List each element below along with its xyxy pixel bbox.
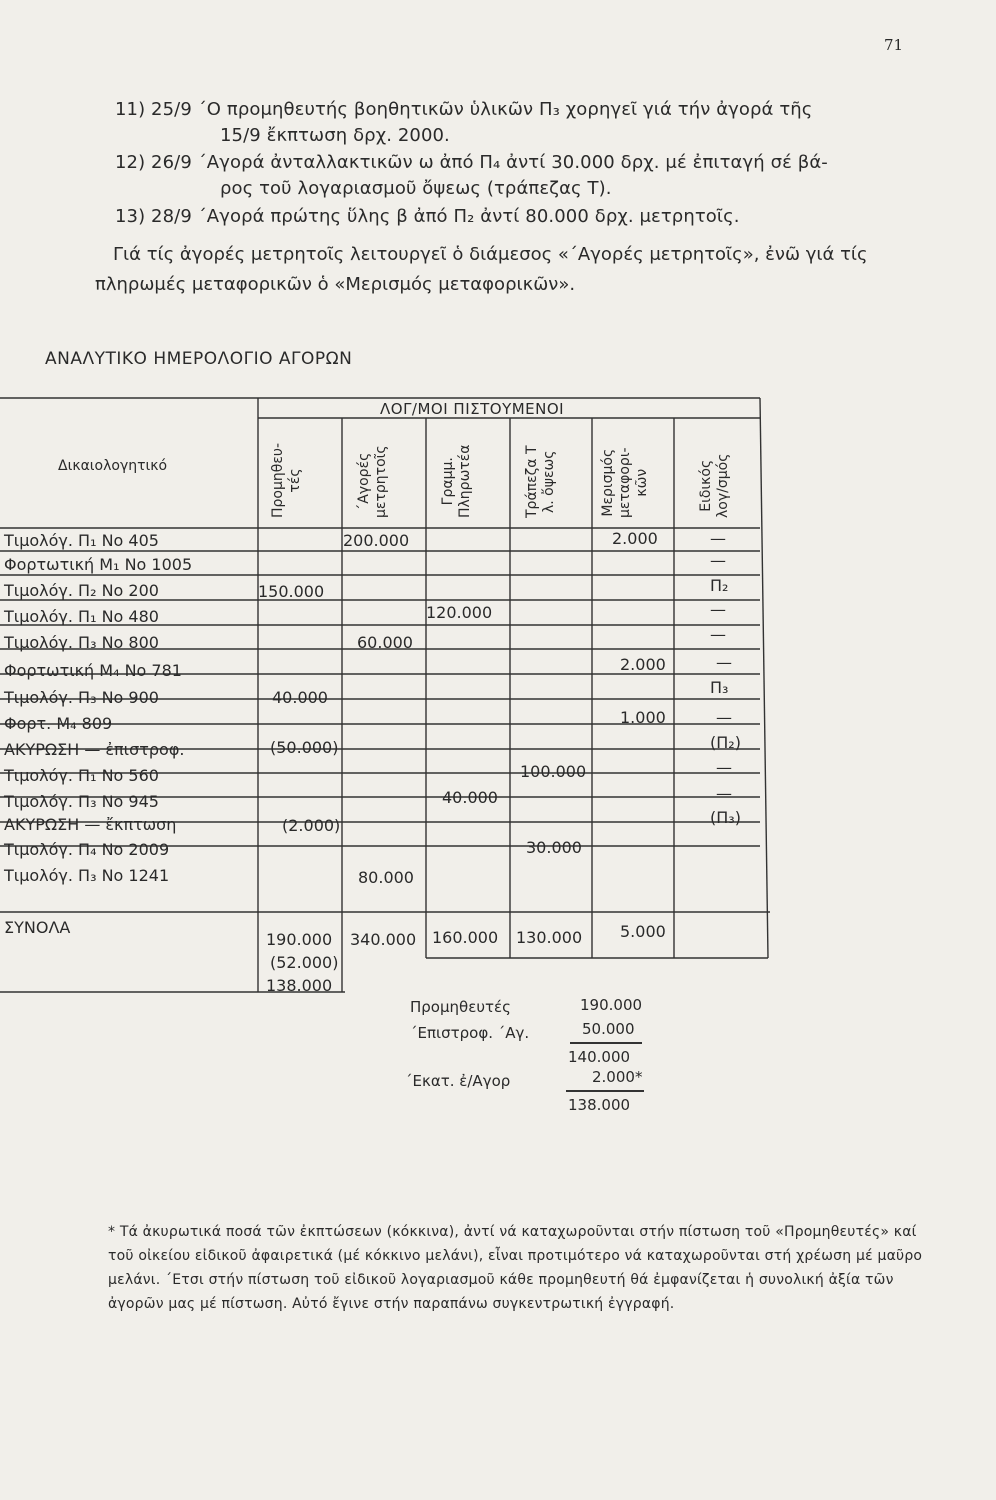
cell-cash-purchases: 80.000: [358, 868, 414, 887]
row-document: Τιμολόγ. Π₃ Νο 945: [4, 792, 159, 811]
cell-suppliers: 40.000: [272, 688, 328, 707]
journal-title: ΑΝΑΛΥΤΙΚΟ ΗΜΕΡΟΛΟΓΙΟ ΑΓΟΡΩΝ: [45, 349, 353, 369]
entry-12: [115, 150, 828, 202]
entry-11-line1: 11) 25/9 ΄Ο προμηθευτής βοηθητικῶν ὑλικῶν Π₃ χορηγεῖ γιά τήν ἀγορά τῆς: [115, 99, 813, 120]
calc-value-suppliers: 190.000: [580, 996, 643, 1014]
cell-special: —: [710, 625, 726, 644]
header-bank-account-l1: Τράπεζα Τ: [524, 445, 540, 518]
header-freight-allocation-l1: Μερισμός: [600, 448, 616, 517]
paragraph-line2: πληρωμές μεταφορικῶν ὁ «Μερισμός μεταφορικῶν».: [95, 274, 576, 295]
calc-label-suppliers: Προμηθευτές: [410, 998, 511, 1016]
header-freight-allocation-l3: κῶν: [634, 468, 650, 497]
row-document: Τιμολόγ. Π₄ Νο 2009: [4, 840, 170, 859]
row-document: Τιμολόγ. Π₁ Νο 560: [4, 766, 159, 785]
cell-freight: 1.000: [620, 708, 666, 727]
header-cash-purchases-l1: ΄Αγορές: [356, 452, 372, 511]
header-suppliers-l2: τές: [287, 468, 303, 493]
cell-special: —: [716, 653, 732, 672]
total-suppliers: 190.000: [266, 930, 333, 949]
row-document: ΑΚΥΡΩΣΗ — ἐπιστροφ.: [4, 740, 185, 759]
header-bank-account: [524, 445, 558, 518]
header-special-account-l1: Ειδικός: [698, 459, 714, 512]
cell-special: (Π₂): [710, 733, 741, 752]
cell-special: —: [710, 600, 726, 619]
header-cash-purchases: [356, 445, 390, 518]
row-document: Φορτωτική Μ₁ Νο 1005: [4, 555, 193, 574]
total-cash-purchases: 340.000: [350, 930, 417, 949]
total-bills-payable: 160.000: [432, 928, 499, 947]
row-document: ΑΚΥΡΩΣΗ — ἔκπτωση: [4, 815, 177, 834]
cell-special: —: [716, 758, 732, 777]
header-cash-purchases-l2: μετρητοῖς: [373, 445, 389, 518]
entry-11-line2: 15/9 ἔκπτωση δρχ. 2000.: [220, 125, 450, 146]
cell-special: —: [716, 708, 732, 727]
paragraph-line1: Γιά τίς ἀγορές μετρητοῖς λειτουργεῖ ὁ διάμεσος «΄Αγορές μετρητοῖς», ἐνῶ γιά τίς: [113, 244, 868, 265]
cell-freight: 2.000: [612, 529, 658, 548]
cell-special: —: [716, 784, 732, 803]
total-freight: 5.000: [620, 922, 666, 941]
entry-13-line1: 13) 28/9 ΄Αγορά πρώτης ὕλης β ἀπό Π₂ ἀντί 80.000 δρχ. μετρητοῖς.: [115, 206, 740, 227]
intro-paragraph: [95, 240, 925, 300]
calc-value-discount: 2.000*: [592, 1068, 643, 1086]
cell-cash-purchases: 60.000: [357, 633, 413, 652]
cell-bills-payable: 120.000: [426, 603, 493, 622]
calc-value-returns: 50.000: [582, 1020, 635, 1038]
calc-label-discount: ΄Εκατ. ἐ/Αγορ: [405, 1072, 511, 1090]
document-column-header: Δικαιολογητικό: [58, 458, 168, 474]
row-document: Φορτωτική Μ₄ Νο 781: [4, 661, 182, 680]
header-freight-allocation-l2: μεταφορι-: [617, 447, 633, 518]
cell-special: (Π₃): [710, 808, 741, 827]
header-suppliers: [270, 443, 304, 518]
row-document: Τιμολόγ. Π₃ Νο 900: [4, 688, 159, 707]
cell-special: Π₂: [710, 576, 729, 595]
cell-special: Π₃: [710, 678, 729, 697]
row-document: Τιμολόγ. Π₂ Νο 200: [4, 581, 159, 600]
cell-bank: 30.000: [526, 838, 582, 857]
header-freight-allocation: [600, 447, 651, 518]
row-document: Φορτ. Μ₄ 809: [4, 714, 113, 733]
entry-12-line1: 12) 26/9 ΄Αγορά ἀνταλλακτικῶν ω ἀπό Π₄ ἀντί 30.000 δρχ. μέ ἐπιταγή σέ βά-: [115, 152, 828, 173]
cell-suppliers: (2.000): [282, 816, 341, 835]
cell-cash-purchases: 200.000: [343, 531, 410, 550]
credited-accounts-title: ΛΟΓ/ΜΟΙ ΠΙΣΤΟΥΜΕΝΟΙ: [380, 400, 565, 418]
cell-bills-payable: 40.000: [442, 788, 498, 807]
cell-special: —: [710, 529, 726, 548]
calc-value-subtotal: 140.000: [568, 1048, 631, 1066]
page-number: 71: [884, 36, 904, 54]
row-document: Τιμολόγ. Π₃ Νο 1241: [4, 866, 170, 885]
total-suppliers-net: 138.000: [266, 976, 333, 995]
cell-special: —: [710, 551, 726, 570]
header-bills-payable: [440, 444, 474, 518]
calc-value-net: 138.000: [568, 1096, 631, 1114]
header-bills-payable-l1: Γραμμ.: [440, 457, 456, 506]
cell-freight: 2.000: [620, 655, 666, 674]
cell-suppliers: (50.000): [270, 738, 339, 757]
header-special-account: [698, 454, 732, 518]
entry-11: [115, 97, 812, 149]
calc-rule-1: [570, 1042, 642, 1044]
header-bills-payable-l2: Πληρωτέα: [457, 444, 473, 518]
cell-suppliers: 150.000: [258, 582, 325, 601]
calc-label-returns: ΄Επιστροφ. ΄Αγ.: [410, 1024, 530, 1042]
purchase-journal-table: [0, 388, 780, 998]
header-bank-account-l2: λ. ὄψεως: [541, 450, 557, 513]
row-document: Τιμολόγ. Π₁ Νο 405: [4, 531, 159, 550]
total-suppliers-returns: (52.000): [270, 953, 339, 972]
header-special-account-l2: λογ/σμός: [715, 453, 731, 518]
calc-rule-2: [566, 1090, 644, 1092]
row-document: Τιμολόγ. Π₁ Νο 480: [4, 607, 159, 626]
cell-bank: 100.000: [520, 762, 587, 781]
header-suppliers-l1: Προμηθευ-: [270, 442, 286, 518]
totals-label: ΣΥΝΟΛΑ: [4, 918, 71, 937]
entry-12-line2: ρος τοῦ λογαριασμοῦ ὄψεως (τράπεζας Τ).: [220, 178, 612, 199]
row-document: Τιμολόγ. Π₃ Νο 800: [4, 633, 159, 652]
total-bank: 130.000: [516, 928, 583, 947]
entry-13: [115, 204, 740, 230]
footnote: * Τά ἀκυρωτικά ποσά τῶν ἐκπτώσεων (κόκκινα), ἀντί νά καταχωροῦνται στήν πίστωση τοῦ «Προμηθευτές» καί τοῦ οἰκείου εἰδικοῦ ἀφαιρετικά (μέ κόκκινο μελάνι), εἶναι προτιμότερο νά καταχωροῦνται στή χρέωση μέ μαῦρο μελάνι. ΄Ετσι στήν πίστωση τοῦ εἰδικοῦ λογαριασμοῦ κάθε προμηθευτή θά ἐμφανίζεται ἡ συνολική ἀξία τῶν ἀγορῶν μας μέ πίστωση. Αὐτό ἔγινε στήν παραπάνω συγκεντρωτική ἐγγραφή.: [108, 1224, 923, 1312]
